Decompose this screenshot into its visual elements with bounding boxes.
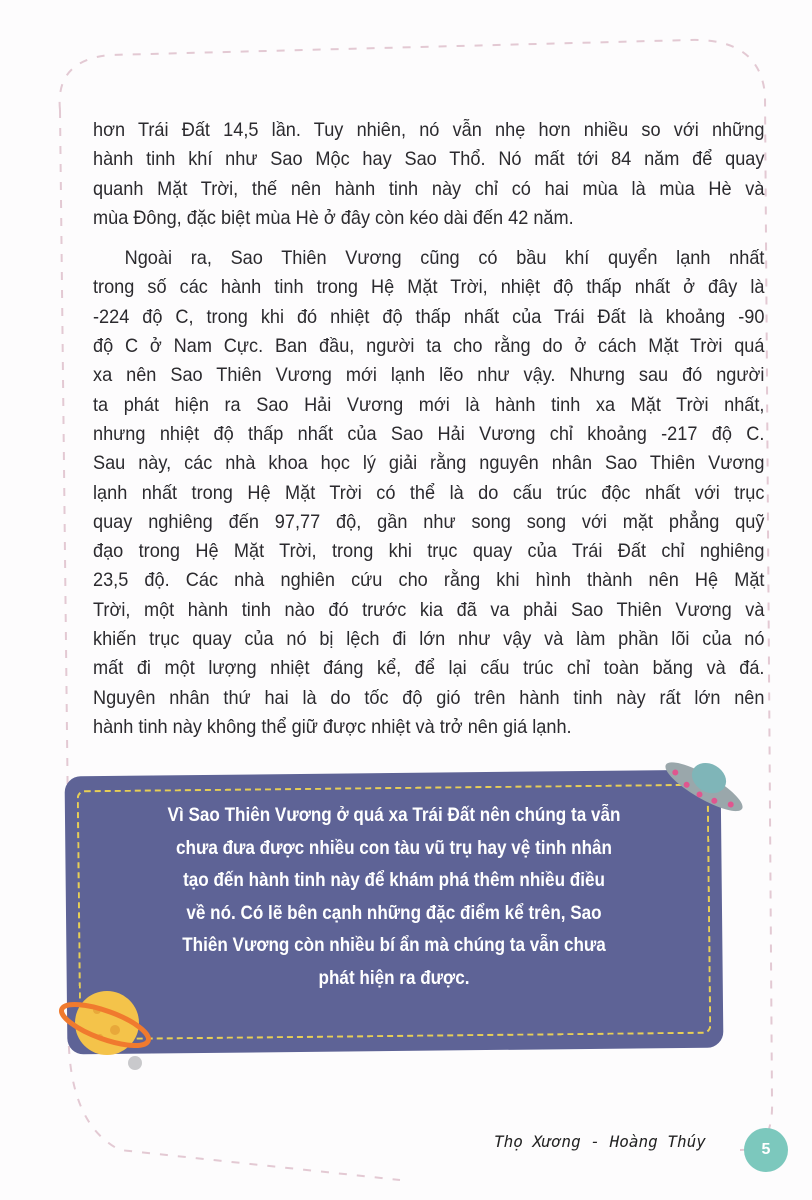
text-line: mất đi một lượng nhiệt đáng kể, để lại cấu trúc chỉ toàn băng và đá. [93,657,765,680]
text-line: Sau này, các nhà khoa học lý giải rằng nguyên nhân Sao Thiên Vương [93,452,765,475]
text-line: Ngoài ra, Sao Thiên Vương cũng có bầu khí quyển lạnh nhất [124,247,765,270]
text-line: quay nghiêng đến 97,77 độ, gần như song song với mặt phẳng quỹ [93,510,765,533]
paragraph-2 [93,244,765,742]
text-line: -224 độ C, trong khi đó nhiệt độ thấp nhất của Trái Đất là khoảng -90 [93,305,765,328]
callout-line: về nó. Có lẽ bên cạnh những đặc điểm kể trên, Sao [186,902,602,924]
callout-line: tạo đến hành tinh này để khám phá thêm nhiều điều [183,870,605,891]
text-line: hành tinh khí như Sao Mộc hay Sao Thổ. Nó mất tới 84 năm để quay [93,148,765,171]
callout-line: phát hiện ra được. [318,967,470,989]
paragraph-1 [93,116,765,233]
footer-credit: Thọ Xương - Hoàng Thúy [494,1132,706,1151]
planet-icon [55,975,155,1075]
text-line: quanh Mặt Trời, thế nên hành tinh này chỉ có hai mùa là mùa Hè và [93,177,765,200]
callout-line: Thiên Vương còn nhiều bí ẩn mà chúng ta vẫn chưa [182,935,606,956]
text-line: khiến trục quay của nó bị lệch đi lớn như vậy và làm phần lõi của nó [93,628,765,651]
callout-text [66,800,722,995]
text-line: trong số các hành tinh trong Hệ Mặt Trời, nhiệt độ thấp nhất ở đây là [93,276,765,299]
text-line: hành tinh này không thể giữ được nhiệt và trở nên giá lạnh. [93,715,572,738]
text-line: Nguyên nhân thứ hai là do tốc độ gió trên hành tinh này rất lớn nên [93,686,765,709]
text-line: hơn Trái Đất 14,5 lần. Tuy nhiên, nó vẫn nhẹ hơn nhiều so với những [93,119,765,141]
text-line: độ C ở Nam Cực. Ban đầu, người ta cho rằng do ở cách Mặt Trời quá [93,335,765,358]
text-line: 23,5 độ. Các nhà nghiên cứu cho rằng khi hình thành nên Hệ Mặt [93,569,765,592]
text-line: ta phát hiện ra Sao Hải Vương mới là hành tinh xa Mặt Trời nhất, [93,393,765,416]
text-line: xa nên Sao Thiên Vương mới lạnh lẽo như vậy. Nhưng sau đó người [93,364,765,387]
callout-line: Vì Sao Thiên Vương ở quá xa Trái Đất nên chúng ta vẫn [167,805,621,826]
body-text [93,116,765,742]
text-line: lạnh nhất trong Hệ Mặt Trời có thể là do cấu trúc độc nhất với trục [93,481,765,504]
text-line: nhưng nhiệt độ thấp nhất của Sao Hải Vương chỉ khoảng -217 độ C. [93,422,765,445]
text-line: mùa Đông, đặc biệt mùa Hè ở đây còn kéo dài đến 42 năm. [93,206,574,229]
callout-line: chưa đưa được nhiều con tàu vũ trụ hay vệ tinh nhân [175,837,613,859]
page-number: 5 [744,1128,788,1172]
text-line: Trời, một hành tinh nào đó trước kia đã va phải Sao Thiên Vương và [93,598,765,621]
ufo-icon [655,745,755,825]
text-line: đạo trong Hệ Mặt Trời, trong khi trục quay của Trái Đất chỉ nghiêng [93,540,765,563]
